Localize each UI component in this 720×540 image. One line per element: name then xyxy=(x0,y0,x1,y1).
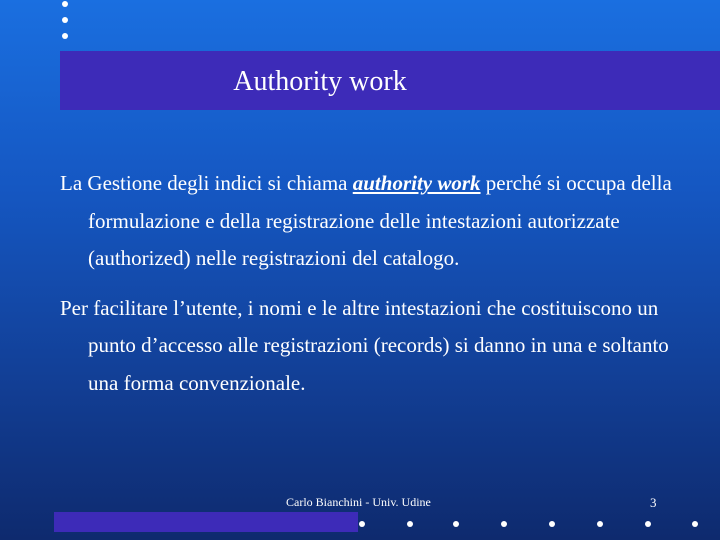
paragraph-text: perché si occupa della formulazione e della registrazione delle intestazioni autorizzate (authorized) nelle registrazioni del catalogo. xyxy=(88,171,672,270)
paragraph-conventional-form: Per facilitare l’utente, i nomi e le altre intestazioni che costituiscono un punto d’accesso alle registrazioni (records) si danno in una e soltanto una forma convenzionale. xyxy=(60,295,669,395)
title-banner xyxy=(60,51,720,110)
decorative-dot xyxy=(62,17,68,23)
paragraph-authority-work xyxy=(60,165,700,278)
paragraph-text: La Gestione degli indici si chiama xyxy=(60,171,353,195)
decorative-dot xyxy=(62,1,68,7)
decorative-dot xyxy=(359,521,365,527)
decorative-dot xyxy=(407,521,413,527)
decorative-dot xyxy=(549,521,555,527)
emphasized-term: authority work xyxy=(352,171,481,195)
slide-body xyxy=(60,165,700,414)
decorative-dot xyxy=(645,521,651,527)
page-number: 3 xyxy=(650,495,657,510)
slide-title: Authority work xyxy=(233,66,407,97)
decorative-dot xyxy=(62,33,68,39)
footer-banner xyxy=(54,512,358,532)
decorative-dot xyxy=(597,521,603,527)
decorative-dot xyxy=(501,521,507,527)
decorative-dot xyxy=(692,521,698,527)
footer-author: Carlo Bianchini - Univ. Udine xyxy=(286,495,431,509)
decorative-dot xyxy=(453,521,459,527)
